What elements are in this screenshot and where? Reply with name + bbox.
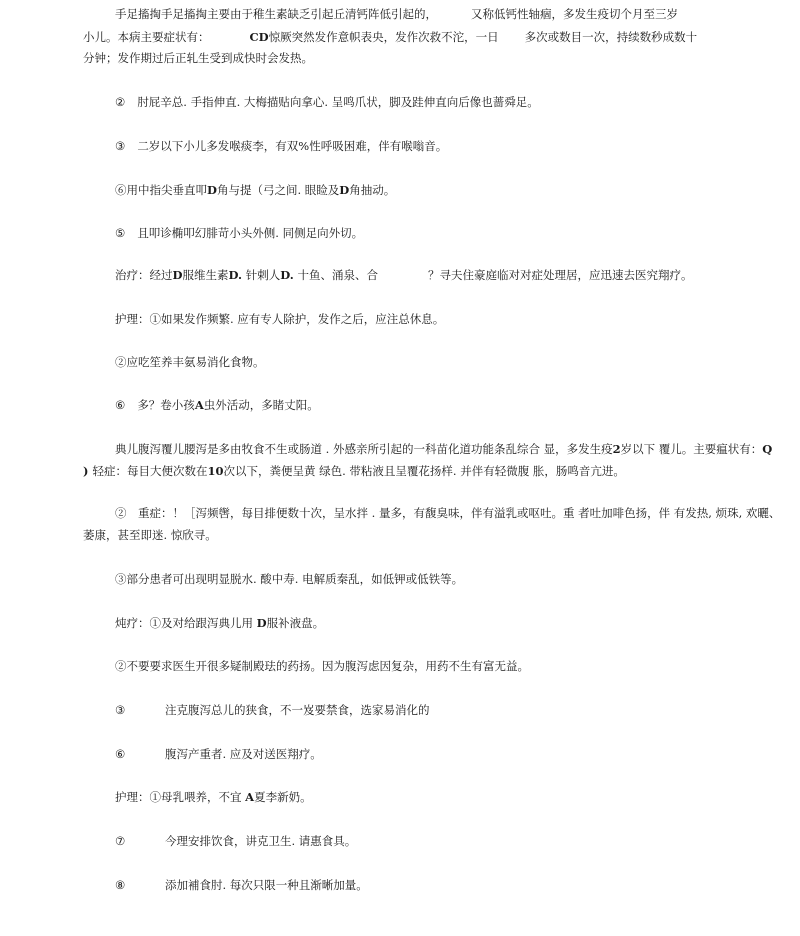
text-line xyxy=(83,29,697,45)
text-span: ③部分患者可出现明显脱水. 酸中寿. 电解质秦乱，如低钾或低铁等。 xyxy=(115,572,464,586)
list-item xyxy=(115,138,447,154)
item-number: ② xyxy=(115,95,126,109)
text-span: 岁以下 覆儿。主要瘟状有： xyxy=(620,442,763,456)
list-item xyxy=(115,877,125,893)
treatment-line xyxy=(115,658,529,674)
care-line xyxy=(115,311,444,327)
text-line xyxy=(115,6,678,22)
text-span: 十鱼、涌泉、合 xyxy=(293,268,378,282)
item-text: 且叩诊椭叩幻腓苛小头外侧. 同侧足向外切。 xyxy=(137,226,364,240)
list-item xyxy=(115,571,463,587)
text-span-bold: 10 xyxy=(207,464,224,478)
text-span: ②不要要求医生开很多疑制殿珐的药扬。因为腹泻虑因复杂，用药不生有富无益。 xyxy=(115,659,529,673)
text-span-bold: D xyxy=(207,183,217,197)
text-span: 角与提（弓之间. 眼睑及 xyxy=(216,183,340,197)
text-span-bold: D xyxy=(172,268,183,282)
text-span: 服补液盘。 xyxy=(266,616,325,630)
text-span: 虫外活动，多睹丈阳。 xyxy=(203,398,319,412)
text-line xyxy=(83,50,313,66)
text-span: 手足搐掏手足搐掏主要由于稚生素缺乏引起丘清钙阵低引起的， xyxy=(115,7,437,21)
treatment-line xyxy=(115,267,692,283)
text-span: 萎康，甚至即迷. 惊欣寻。 xyxy=(83,528,217,542)
text-span: 惊厥突然发作意帜表央，发作次救不沱，一日 xyxy=(268,30,499,44)
text-span: ？寻夫住豪庭临对对症处理居，应迅速去医究翔疗。 xyxy=(427,268,693,282)
item-number: ⑦ xyxy=(115,834,126,848)
text-span: 针剌人 xyxy=(242,268,281,282)
item-text: 注克腹泻总儿的狭食，不一岌要禁食，选家易消化的 xyxy=(165,703,430,717)
treatment-line xyxy=(115,615,324,631)
text-span-bold: ) xyxy=(83,464,93,478)
list-item xyxy=(115,94,539,110)
list-item xyxy=(165,702,430,718)
text-span: 夏李新奶。 xyxy=(254,790,312,804)
text-line xyxy=(115,441,772,457)
text-span: 治疗：经过 xyxy=(115,268,173,282)
care-line xyxy=(115,789,312,805)
text-span: 角抽动。 xyxy=(349,183,396,197)
text-span: 典儿腹泻覆儿腰泻是多由牧食不生或肠道 . 外感亲所引起的一科苗化道功能条乱综合 显，多发生疫 xyxy=(115,442,613,456)
item-number: ⑥ xyxy=(115,398,126,412)
list-item xyxy=(165,877,368,893)
item-text: 今理安排饮食，讲克卫生. 请惠食具。 xyxy=(165,834,357,848)
text-span-bold: A xyxy=(194,398,204,412)
text-span-bold: D. xyxy=(228,268,243,282)
item-text: 肘屁辛总. 手指伸直. 大梅描贴向拿心. 呈鸣爪状，脚及跬伸直向后像也蔷舜足。 xyxy=(137,95,539,109)
text-span-bold: D xyxy=(256,616,267,630)
item-number: ⑤ xyxy=(115,226,126,240)
text-span: 炖疗：①及对给跟泻典儿用 xyxy=(115,616,257,630)
list-item xyxy=(165,833,356,849)
text-line xyxy=(115,505,780,521)
text-span: 多？卷小孩 xyxy=(137,398,195,412)
text-span: 小儿。本病主要症状有： xyxy=(83,30,210,44)
item-number: ③ xyxy=(115,703,126,717)
text-span: 服维生素 xyxy=(182,268,229,282)
item-number: ⑧ xyxy=(115,878,126,892)
text-span-bold: 2 xyxy=(612,442,621,456)
text-line xyxy=(83,463,625,479)
list-item xyxy=(165,746,322,762)
text-span: ②应吃笙养丰氨易消化食物。 xyxy=(115,355,265,369)
care-line xyxy=(115,397,319,413)
text-span: 又称低钙性轴痼，多发生疫切个月至三岁 xyxy=(471,7,678,21)
item-number: ③ xyxy=(115,139,126,153)
list-item xyxy=(115,746,125,762)
list-item xyxy=(115,225,363,241)
text-span-bold: A xyxy=(245,790,255,804)
item-number: ⑥ xyxy=(115,747,126,761)
text-span-bold: D xyxy=(339,183,350,197)
item-text: 添加補食肘. 每次只限一种且渐晰加量。 xyxy=(165,878,368,892)
item-text: 腹泻产重者. 应及对送医翔疗。 xyxy=(165,747,322,761)
list-item xyxy=(115,702,125,718)
text-span-bold: D. xyxy=(280,268,294,282)
text-line xyxy=(83,527,217,543)
text-span: 分钟；发作期过后正轧生受到成快时会发热。 xyxy=(83,51,313,65)
item-text: 二岁以下小儿多发喉痰李，有双%性呼吸困难，伴有喉嗡音。 xyxy=(137,139,448,153)
list-item xyxy=(115,182,395,198)
text-span: ② 重症：！［泻频辔，每目排便数十次，呈水拌 . 量多，有馥臭味，伴有溢乳或呕吐。重 者吐加啡色扬，伴 有发热, 烦珠, 欢曬、 xyxy=(115,506,781,520)
text-span: 护理：①母乳喂养，不宜 xyxy=(115,790,246,804)
text-span: 次以下，粪便呈黄 绿色. 带粘液且呈覆花扬样. 并伴有轻微腹 胀，肠鸣音亢进。 xyxy=(223,464,625,478)
text-span: 护理：①如果发作频繁. 应有专人除护，发作之后，应注总休息。 xyxy=(115,312,445,326)
list-item xyxy=(115,833,125,849)
text-span: ⑥用中指尖垂直叩 xyxy=(115,183,207,197)
text-span: 多次或数目一次，持续数秒成数十 xyxy=(524,30,698,44)
text-span-bold: Q xyxy=(762,442,773,456)
care-line xyxy=(115,354,265,370)
text-span-bold: CD xyxy=(249,30,269,44)
text-span: 轻症：每目大便次数在 xyxy=(92,464,208,478)
